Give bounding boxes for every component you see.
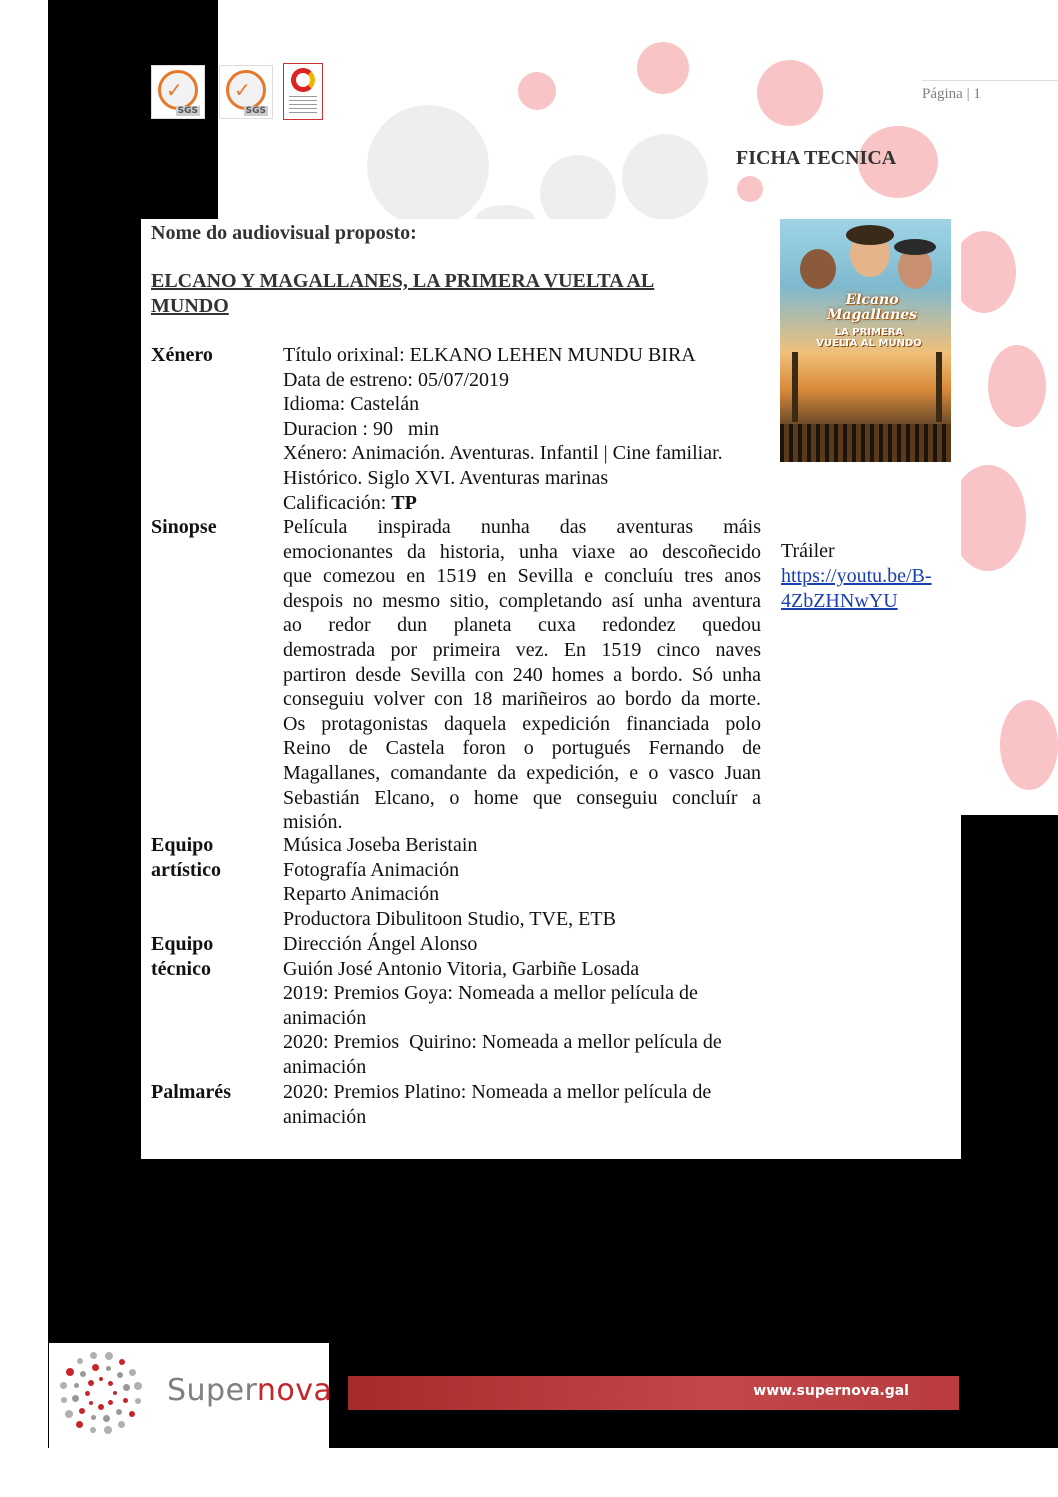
logo-dot xyxy=(85,1391,90,1396)
synopsis-line: Película inspirada nunha das aventuras máis xyxy=(283,516,761,538)
genre-line: Título orixinal: ELKANO LEHEN MUNDU BIRA xyxy=(283,344,696,366)
trailer-label: Tráiler xyxy=(781,540,835,562)
genre-line: Idioma: Castelán xyxy=(283,393,420,416)
trailer-link-line[interactable]: https://youtu.be/B- xyxy=(781,565,932,587)
logo-dot xyxy=(90,1352,97,1359)
technical-team-label-line: Equipo xyxy=(151,933,214,955)
logo-dot xyxy=(118,1421,125,1428)
award-item: animación xyxy=(283,1105,367,1128)
poster-character xyxy=(800,249,836,289)
logo-dot xyxy=(80,1371,86,1377)
logo-dot xyxy=(119,1359,125,1365)
logo-dot xyxy=(90,1427,96,1433)
logo-dot xyxy=(98,1404,104,1410)
logo-dot xyxy=(91,1415,96,1420)
logo-dot xyxy=(129,1411,135,1417)
genre-line: Data de estreno: 05/07/2019 xyxy=(283,368,510,391)
poster-palm xyxy=(936,352,942,422)
logo-dot xyxy=(72,1395,79,1402)
artistic-team-label xyxy=(151,833,221,882)
website-url[interactable]: www.supernova.gal xyxy=(753,1383,909,1399)
synopsis-line: despois no mesmo sitio, completando así unha aventura xyxy=(283,589,761,612)
logo-dot xyxy=(88,1380,94,1386)
rating-value: TP xyxy=(391,491,417,514)
synopsis-line: conseguiu volver con 18 mariñeiros ao bordo da morte. xyxy=(283,688,761,711)
synopsis-line: misión. xyxy=(283,811,343,834)
poster-crowd xyxy=(780,424,951,462)
synopsis-line: partiron desde Sevilla con 240 homes a bordo. Só unha xyxy=(283,663,761,686)
film-title-line: ELCANO Y MAGALLANES, LA PRIMERA VUELTA AL xyxy=(151,270,655,292)
document-title: FICHA TECNICA xyxy=(736,147,897,169)
decorative-circle xyxy=(757,60,823,126)
poster-subtitle-line: VUELTA AL MUNDO xyxy=(816,338,922,349)
decorative-circle xyxy=(1000,700,1058,790)
sgs-logo xyxy=(219,65,273,119)
synopsis-text xyxy=(283,515,761,835)
artistic-team-item: Fotografía Animación xyxy=(283,858,460,881)
decorative-circle xyxy=(950,465,1026,571)
technical-team-label-line: técnico xyxy=(151,957,211,980)
seal-text-lines xyxy=(289,96,317,114)
supernova-dots-icon xyxy=(49,1343,159,1448)
page-number: Página | 1 xyxy=(922,86,981,102)
poster-subtitle xyxy=(814,327,924,349)
poster-title-line: Elcano xyxy=(845,292,899,308)
film-title-line: MUNDO xyxy=(151,294,229,317)
technical-sheet xyxy=(141,219,961,1159)
logo-dot xyxy=(117,1372,123,1378)
poster-hair xyxy=(846,225,894,245)
decorative-circle xyxy=(952,231,1016,313)
logo-dot xyxy=(113,1391,117,1395)
logo-dot xyxy=(65,1410,73,1418)
technical-team-item: animación xyxy=(283,1006,367,1029)
genre-label: Xénero xyxy=(151,344,213,366)
logo-dot xyxy=(106,1366,111,1371)
poster-palm xyxy=(792,352,798,422)
check-icon: ✓ xyxy=(166,78,183,102)
sgs-label: SGS xyxy=(177,106,198,116)
synopsis-line: demostrada por primeira vez. En 1519 cinco naves xyxy=(283,638,761,661)
poster-title-line: Magallanes xyxy=(826,307,918,323)
synopsis-line: Magallanes, comandante da expedición, e o vasco Juan xyxy=(283,761,761,784)
technical-team-item: 2020: Premios Quirino: Nomeada a mellor película de xyxy=(283,1031,722,1054)
header-rule xyxy=(922,80,1058,81)
decorative-circle xyxy=(518,72,556,110)
genre-line: Histórico. Siglo XVI. Aventuras marinas xyxy=(283,466,609,489)
quality-seal-logo xyxy=(283,63,323,120)
technical-team-label xyxy=(151,932,213,981)
rating-line xyxy=(283,491,761,516)
technical-team-item: Dirección Ángel Alonso xyxy=(283,933,478,955)
awards-label: Palmarés xyxy=(151,1081,231,1103)
logo-dot xyxy=(134,1382,142,1390)
decorative-circle xyxy=(622,134,708,220)
artistic-team-label-line: Equipo xyxy=(151,834,214,856)
seal-ring-icon xyxy=(291,68,315,92)
synopsis-label: Sinopse xyxy=(151,516,217,538)
poster-title xyxy=(826,293,918,323)
logo-dot xyxy=(108,1381,113,1386)
film-title xyxy=(151,269,654,318)
synopsis-line: Reino de Castela foron o portugués Fernando de xyxy=(283,737,761,760)
trailer-link[interactable] xyxy=(781,564,932,613)
logo-dot xyxy=(61,1397,67,1403)
technical-team-list xyxy=(283,932,761,1080)
synopsis-line: que comezou en 1519 en Sevilla e concluíu tres anos xyxy=(283,565,761,588)
logo-dot xyxy=(129,1369,136,1376)
decorative-circle xyxy=(737,176,763,202)
logo-dot xyxy=(103,1415,110,1422)
synopsis-line: ao redor dun planeta cuxa redondez quedou xyxy=(283,614,761,637)
technical-team-item: animación xyxy=(283,1055,367,1078)
logo-dot xyxy=(60,1382,67,1389)
logo-dot xyxy=(89,1401,93,1405)
logo-dot xyxy=(105,1352,113,1360)
logo-dot xyxy=(123,1398,128,1403)
brand-name xyxy=(167,1373,332,1408)
logo-dot xyxy=(104,1426,112,1434)
decorative-circle xyxy=(637,42,689,94)
movie-poster xyxy=(780,219,951,462)
sgs-label: SGS xyxy=(245,106,266,116)
artistic-team-label-line: artístico xyxy=(151,858,221,881)
synopsis-line: Sebastián Elcano, o home que conseguiu concluír a xyxy=(283,786,761,809)
decorative-circle xyxy=(367,105,489,227)
rating-label: Calificación: xyxy=(283,491,392,514)
logo-dot xyxy=(135,1398,141,1404)
award-item: 2020: Premios Platino: Nomeada a mellor película de xyxy=(283,1081,712,1103)
decorative-circle xyxy=(988,345,1046,427)
brand-part-accent: nova xyxy=(256,1373,333,1408)
technical-team-item: 2019: Premios Goya: Nomeada a mellor película de xyxy=(283,982,698,1005)
logo-dot xyxy=(123,1384,130,1391)
logo-dot xyxy=(74,1383,79,1388)
artistic-team-item: Productora Dibulitoon Studio, TVE, ETB xyxy=(283,907,616,930)
poster-subtitle-line: LA PRIMERA xyxy=(834,327,904,338)
synopsis-line: emocionantes da historia, unha viaxe ao descoñecido xyxy=(283,540,761,563)
artistic-team-item: Reparto Animación xyxy=(283,883,440,906)
logo-dot xyxy=(92,1364,99,1371)
artistic-team-list xyxy=(283,833,761,931)
awards-list xyxy=(283,1080,761,1129)
trailer-link-line[interactable]: 4ZbZHNwYU xyxy=(781,589,898,612)
genre-line: Duracion : 90 min xyxy=(283,417,440,440)
synopsis-line: Os protagonistas daquela expedición financiada polo xyxy=(283,712,761,735)
sgs-logo xyxy=(151,65,205,119)
artistic-team-item: Música Joseba Beristain xyxy=(283,834,478,856)
proposal-label: Nome do audiovisual proposto: xyxy=(151,222,417,244)
brand-part: Super xyxy=(167,1373,257,1408)
black-background-left xyxy=(48,219,141,819)
genre-line: Xénero: Animación. Aventuras. Infantil | Cine familiar. xyxy=(283,442,723,465)
logo-dot xyxy=(99,1377,103,1381)
footer-bar xyxy=(348,1376,959,1410)
genre-details xyxy=(283,343,761,515)
logo-dot xyxy=(77,1358,83,1364)
poster-hat xyxy=(894,239,936,255)
technical-team-item: Guión José Antonio Vitoria, Garbiñe Losada xyxy=(283,957,640,980)
supernova-logo xyxy=(49,1343,333,1448)
logo-dot xyxy=(66,1368,74,1376)
logo-dot xyxy=(108,1400,113,1405)
check-icon: ✓ xyxy=(234,78,251,102)
logo-dot xyxy=(79,1408,85,1414)
logo-dot xyxy=(76,1421,83,1428)
logo-dot xyxy=(116,1409,122,1415)
